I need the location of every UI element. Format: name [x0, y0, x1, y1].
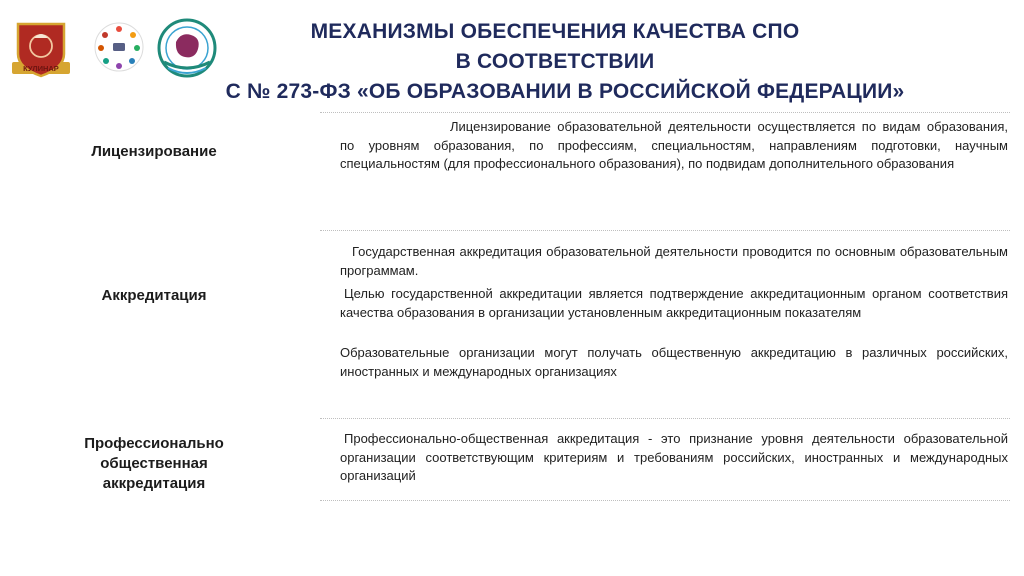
label-line: аккредитация	[102, 475, 206, 492]
professional-accreditation-paragraph: Профессионально-общественная аккредитация - это признание уровня деятельности образовательной организации соответствующим критериям и требованиям российских, иностранных и международных организаций	[340, 431, 1008, 483]
label-line: Профессионально	[84, 435, 224, 452]
row-divider	[320, 112, 1010, 113]
page-title-line-2: В СООТВЕТСТВИИ	[455, 50, 655, 73]
accreditation-paragraph-1: Государственная аккредитация образовательной деятельности проводится по основным образовательным программам.	[340, 244, 1008, 278]
row-divider	[320, 230, 1010, 231]
accreditation-paragraph-2: Целью государственной аккредитации является подтверждение аккредитационным органом соответствия качества образования в организации установленным аккредитационным показателям	[340, 286, 1008, 320]
licensing-paragraph: Лицензирование образовательной деятельности осуществляется по видам образования, по уровням образования, по профессиям, специальностям, направлениям подготовки, научным специальностям (для профессионального образования), по подвидам дополнительного образования	[340, 119, 1008, 171]
accreditation-paragraph-3: Образовательные организации могут получать общественную аккредитацию в различных российских, иностранных и международных организациях	[340, 345, 1008, 379]
emblem-caption: КУЛИНАР	[23, 64, 59, 73]
page-title-line-3: С № 273-ФЗ «ОБ ОБРАЗОВАНИИ В РОССИЙСКОЙ ФЕДЕРАЦИИ»	[225, 80, 905, 103]
row-label-professional-accreditation	[34, 434, 274, 494]
label-line: общественная	[100, 455, 208, 472]
row-label-licensing: Лицензирование	[91, 143, 217, 160]
row-divider	[320, 500, 1010, 501]
professionalitet-logo	[92, 20, 146, 74]
row-label-accreditation: Аккредитация	[101, 287, 207, 304]
college-emblem-logo	[8, 18, 74, 80]
page-title-line-1: МЕХАНИЗМЫ ОБЕСПЕЧЕНИЯ КАЧЕСТВА СПО	[310, 20, 800, 43]
row-divider	[320, 418, 1010, 419]
